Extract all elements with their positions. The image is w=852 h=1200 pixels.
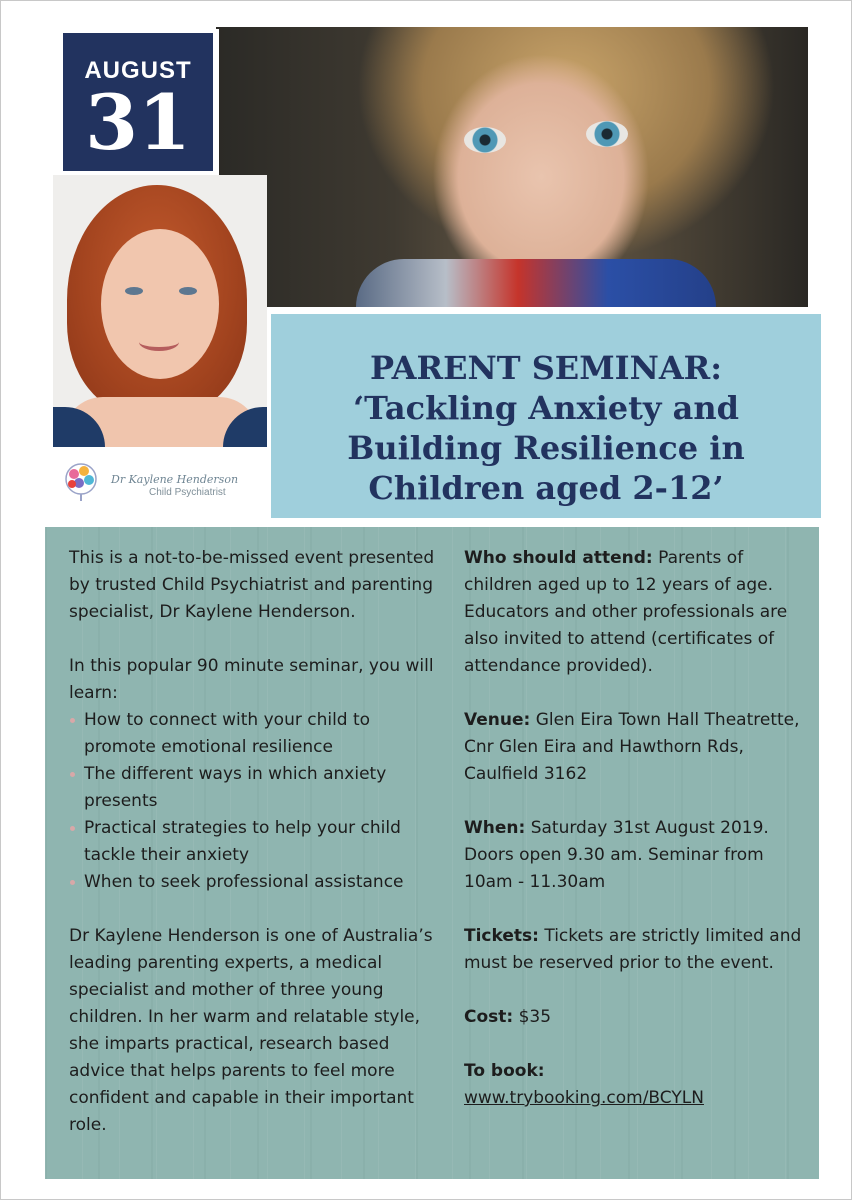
- logo-name: Dr Kaylene Henderson: [111, 473, 239, 486]
- venue-section: [464, 707, 809, 788]
- child-shirt: [356, 259, 716, 307]
- child-eye-right: [586, 121, 628, 147]
- right-column: [464, 545, 809, 1112]
- child-eye-left: [464, 127, 506, 153]
- date-month: AUGUST: [84, 57, 192, 84]
- date-badge: [59, 29, 219, 175]
- list-item: Practical strategies to help your child tackle their anxiety: [69, 815, 439, 869]
- tickets-label: Tickets:: [464, 926, 539, 946]
- tickets-section: [464, 923, 809, 977]
- psychiatrist-logo: [53, 449, 267, 517]
- venue-label: Venue:: [464, 710, 531, 730]
- list-item: When to seek professional assistance: [69, 869, 439, 896]
- logo-title: Child Psychiatrist: [149, 487, 226, 498]
- who-label: Who should attend:: [464, 548, 653, 568]
- learning-list: [69, 707, 439, 896]
- date-day: 31: [85, 78, 191, 167]
- doctor-photo: [53, 175, 267, 447]
- child-photo: [216, 27, 808, 307]
- title-line-3: Building Resilience in: [347, 429, 745, 467]
- who-text: Parents of children aged up to 12 years of age. Educators and other professionals are also invited to attend (certificates of attendance provided).: [464, 548, 788, 676]
- booking-link[interactable]: www.trybooking.com/BCYLN: [464, 1088, 704, 1108]
- list-item: How to connect with your child to promote emotional resilience: [69, 707, 439, 761]
- title-line-2: ‘Tackling Anxiety and: [353, 389, 739, 427]
- title-line-4: Children aged 2-12’: [368, 469, 724, 507]
- title-line-1: PARENT SEMINAR:: [369, 349, 723, 387]
- cost-section: [464, 1004, 809, 1031]
- title-banner: [267, 310, 825, 522]
- learn-intro-text: In this popular 90 minute seminar, you will learn:: [69, 656, 434, 703]
- when-text: Saturday 31st August 2019. Doors open 9.30 am. Seminar from 10am - 11.30am: [464, 818, 769, 892]
- intro-text: This is a not-to-be-missed event presented by trusted Child Psychiatrist and parenting specialist, Dr Kaylene Henderson.: [69, 548, 435, 622]
- venue-text: Glen Eira Town Hall Theatrette, Cnr Glen Eira and Hawthorn Rds, Caulfield 3162: [464, 710, 800, 784]
- cost-text: $35: [513, 1007, 552, 1027]
- who-section: [464, 545, 809, 680]
- when-label: When:: [464, 818, 526, 838]
- bio-text: Dr Kaylene Henderson is one of Australia’s leading parenting experts, a medical specialist and mother of three young children. In her warm and relatable style, she imparts practical, research based advice that helps parents to feel more confident and capable in their important role.: [69, 926, 433, 1135]
- when-section: [464, 815, 809, 896]
- details-panel: [45, 527, 819, 1179]
- cost-label: Cost:: [464, 1007, 514, 1027]
- tickets-text: Tickets are strictly limited and must be reserved prior to the event.: [464, 926, 802, 973]
- book-label: To book:: [464, 1061, 545, 1081]
- left-column: [69, 545, 439, 1139]
- list-item: The different ways in which anxiety presents: [69, 761, 439, 815]
- brain-logo-icon: [59, 459, 103, 503]
